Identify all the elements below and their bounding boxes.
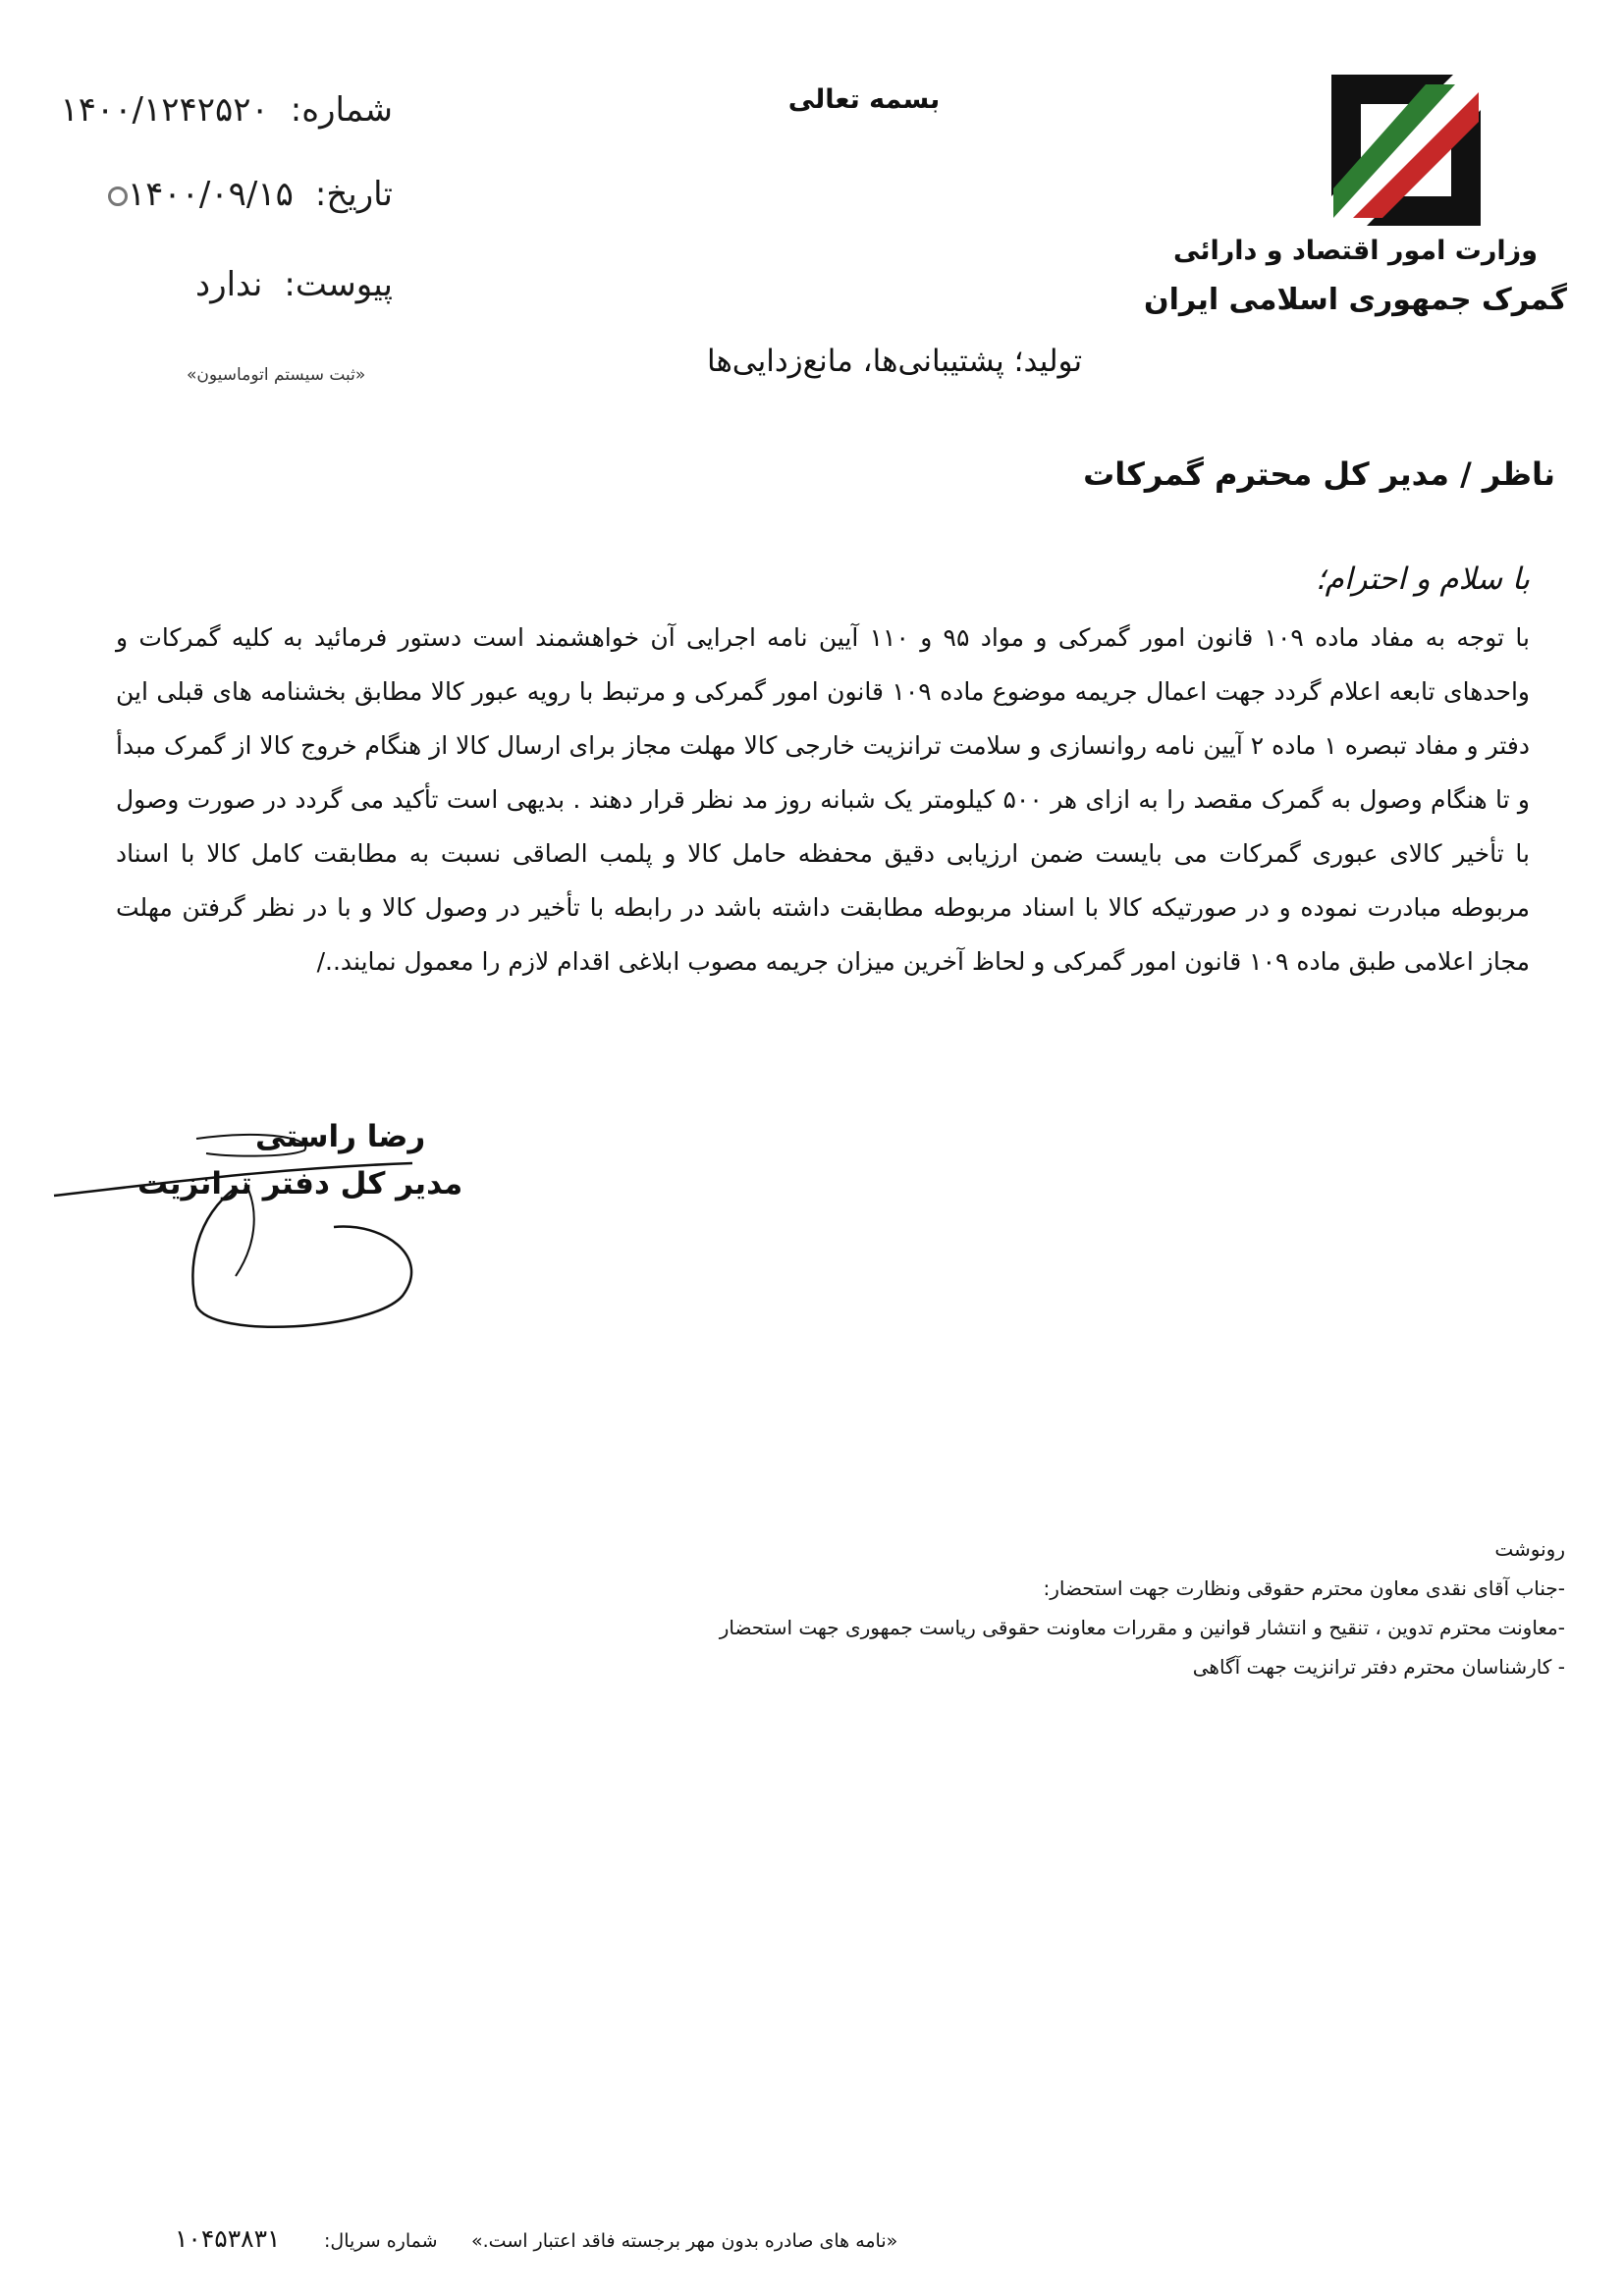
automation-note: «ثبت سیستم اتوماسیون» (187, 365, 366, 385)
attachment-value: ندارد (195, 265, 263, 304)
customs-name: گمرک جمهوری اسلامی ایران (1144, 283, 1567, 317)
stamp-circle-icon (108, 187, 128, 206)
serial-label: شماره سریال: (324, 2230, 438, 2252)
customs-logo-icon (1327, 71, 1485, 230)
cc-item: -معاونت محترم تدوین ، تنقیح و انتشار قوانین و مقررات معاونت حقوقی ریاست جمهوری جهت استحضار (719, 1616, 1565, 1639)
signer-name: رضا راستی (255, 1119, 426, 1154)
attachment-label: پیوست: (284, 265, 393, 304)
letter-attachment (59, 265, 393, 304)
validity-note: «نامه های صادره بدون مهر برجسته فاقد اعتبار است.» (471, 2230, 898, 2252)
cc-title: رونوشت (1494, 1537, 1565, 1561)
date-label: تاریخ: (314, 175, 393, 214)
date-value (104, 175, 294, 214)
greeting: با سلام و احترام؛ (1315, 561, 1530, 597)
serial-value: ۱۰۴۵۳۸۳۱ (175, 2224, 281, 2253)
number-value: ۱۴۰۰/۱۲۴۲۵۲۰ (60, 90, 269, 130)
cc-item: -جناب آقای نقدی معاون محترم حقوقی ونظارت جهت استحضار: (1043, 1576, 1565, 1600)
ministry-name: وزارت امور اقتصاد و دارائی (1173, 236, 1538, 266)
letter-number (59, 90, 393, 130)
letter-date (59, 175, 393, 214)
cc-item: - کارشناسان محترم دفتر ترانزیت جهت آگاهی (1192, 1655, 1565, 1679)
date-text: ۱۴۰۰/۰۹/۱۵ (127, 175, 294, 214)
cc-list (681, 1529, 1565, 1686)
letter-subject: تولید؛ پشتیبانی‌ها، مانع‌زدایی‌ها (707, 344, 1083, 379)
number-label: شماره: (290, 90, 393, 130)
handwritten-signature-icon (49, 1129, 422, 1345)
signer-title: مدیر کل دفتر ترانزیت (137, 1166, 463, 1201)
basmala: بسمه تعالی (787, 84, 941, 115)
letter-body: با توجه به مفاد ماده ۱۰۹ قانون امور گمرکی و مواد ۹۵ و ۱۱۰ آیین نامه اجرایی آن خواهشمند است دستور فرمائید به کلیه گمرکات و واحدهای تابعه اعلام گردد جهت اعمال جریمه موضوع ماده ۱۰۹ قانون امور گمرکی و مرتبط با رویه عبور کالا مطابق بخشنامه های قبلی این دفتر و مفاد تبصره ۱ ماده ۲ آیین نامه روانسازی و سلامت ترانزیت خارجی کالا مهلت مجاز برای ارسال کالا از هنگام خروج کالا از گمرک مبدأ و تا هنگام وصول به گمرک مقصد را به ازای هر ۵۰۰ کیلومتر یک شبانه روز مد نظر قرار دهند . بدیهی است تأکید می گردد در صورت وصول با تأخیر کالای عبوری گمرکات می بایست ضمن ارزیابی دقیق محفظه حامل کالا و پلمب الصاقی نسبت به مطابقت کامل کالا با اسناد مربوطه مبادرت نموده و در صورتیکه کالا با اسناد مربوطه مطابقت داشته باشد در رابطه با تأخیر در وصول کالا و با در نظر گرفتن مهلت مجاز اعلامی طبق ماده ۱۰۹ قانون امور گمرکی و لحاظ آخرین میزان جریمه مصوب ابلاغی اقدام لازم را معمول نمایند../ (116, 623, 1531, 976)
addressee: ناظر / مدیر کل محترم گمرکات (1083, 455, 1555, 493)
